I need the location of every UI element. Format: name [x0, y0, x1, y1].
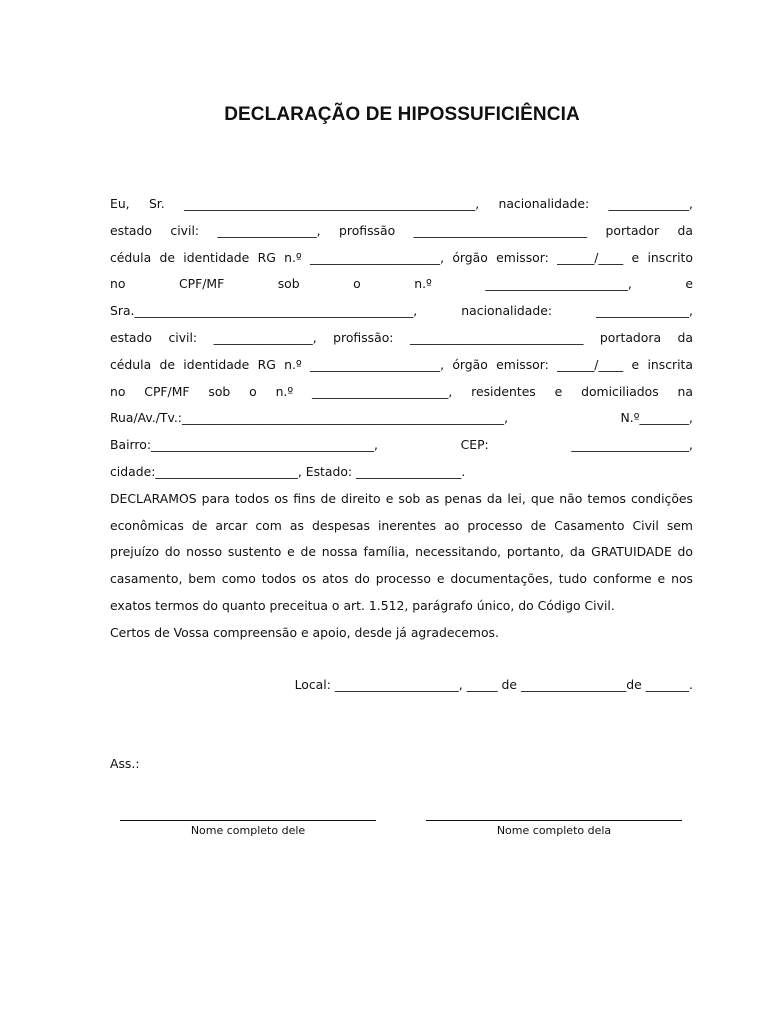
signature-name-husband: Nome completo dele — [190, 824, 306, 837]
body-line-wife-name: Sra._____________________________________________, nacionalidade: _______________, — [110, 303, 693, 319]
signature-block-wife — [423, 806, 685, 839]
signature-line-wife — [426, 806, 682, 821]
body-line-declaration-4: casamento, bem como todos os atos do processo e documentações, tudo conforme e nos — [110, 571, 693, 587]
declaration-body — [110, 191, 693, 647]
body-line-thanks: Certos de Vossa compreensão e apoio, desde já agradecemos. — [110, 624, 499, 640]
body-line-husband-rg: cédula de identidade RG n.º _____________________, órgão emissor: ______/____ e inscrito — [110, 249, 693, 265]
body-line-city: cidade:_______________________, Estado: _________________. — [110, 463, 466, 479]
body-line-wife-cpf: no CPF/MF sob o n.º ______________________, residentes e domiciliados na — [110, 383, 693, 399]
body-line-neighborhood: Bairro:____________________________________, CEP: ___________________, — [110, 437, 693, 453]
body-line-wife-rg: cédula de identidade RG n.º _____________________, órgão emissor: ______/____ e inscrita — [110, 356, 693, 372]
signature-line-husband — [120, 806, 376, 821]
body-line-husband-civil-status: estado civil: ________________, profissão ____________________________ portador da — [110, 222, 693, 238]
body-line-declaration-2: econômicas de arcar com as despesas inerentes ao processo de Casamento Civil sem — [110, 517, 693, 533]
body-line-declaration-3: prejuízo do nosso sustento e de nossa família, necessitando, portanto, da GRATUIDADE do — [110, 544, 693, 560]
signature-name-wife: Nome completo dela — [496, 824, 612, 837]
signature-block-husband — [117, 806, 379, 839]
body-line-declaration-1: DECLARAMOS para todos os fins de direito e sob as penas da lei, que não temos condições — [110, 490, 693, 506]
signature-label: Ass.: — [110, 756, 140, 771]
local-date-line: Local: ____________________, _____ de _________________de _______. — [294, 677, 693, 692]
body-line-street: Rua/Av./Tv.:____________________________________________________, N.º________, — [110, 410, 693, 426]
document-title: DECLARAÇÃO DE HIPOSSUFICIÊNCIA — [224, 104, 580, 125]
body-line-declaration-5: exatos termos do quanto preceitua o art. 1.512, parágrafo único, do Código Civil. — [110, 597, 615, 613]
body-line-wife-civil-status: estado civil: ________________, profissão: ____________________________ portadora da — [110, 329, 693, 345]
body-line-husband-name: Eu, Sr. _______________________________________________, nacionalidade: _____________, — [110, 196, 693, 211]
body-line-husband-cpf: no CPF/MF sob o n.º _______________________, e — [110, 276, 693, 292]
